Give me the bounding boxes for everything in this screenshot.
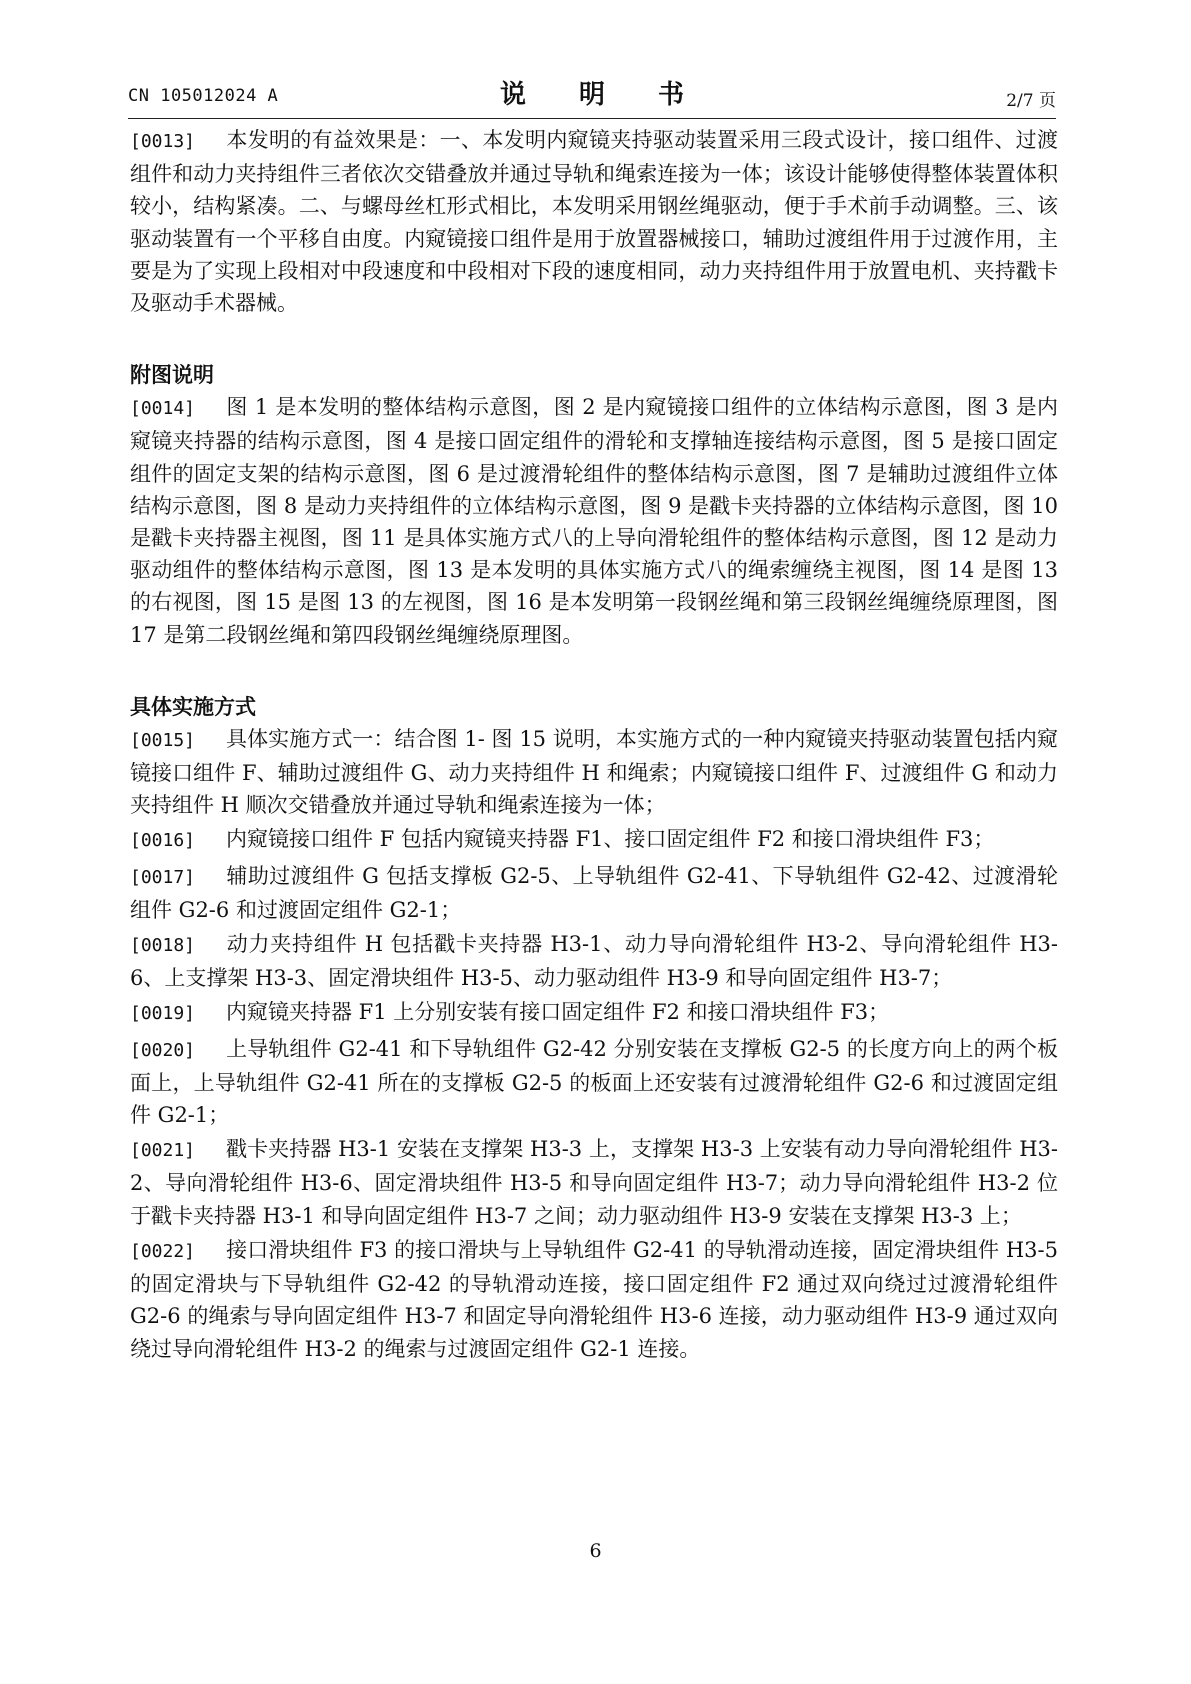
paragraph-text: 接口滑块组件 F3 的接口滑块与上导轨组件 G2-41 的导轨滑动连接，固定滑块组件 H3-5 的固定滑块与下导轨组件 G2-42 的导轨滑动连接，接口固定组件 F2 通过双向绕过过渡滑轮组件 G2-6 的绳索与导向固定组件 H3-7 和固定导向滑轮组件 H3-6 连接，动力驱动组件 H3-9 通过双向绕过导向滑轮组件 H3-2 的绳索与过渡固定组件 G2-1 连接。	[130, 1237, 1058, 1361]
paragraph-text: 动力夹持组件 H 包括戳卡夹持器 H3-1、动力导向滑轮组件 H3-2、导向滑轮组件 H3-6、上支撑架 H3-3、固定滑块组件 H3-5、动力驱动组件 H3-9 和导向固定组件 H3-7；	[130, 932, 1058, 991]
paragraph-number: [0017]	[130, 866, 196, 888]
paragraph-text: 内窥镜接口组件 F 包括内窥镜夹持器 F1、接口固定组件 F2 和接口滑块组件 F3；	[226, 827, 995, 852]
paragraph-number: [0021]	[130, 1140, 196, 1162]
section-title-embodiments: 具体实施方式	[130, 694, 256, 719]
paragraph-text: 戳卡夹持器 H3-1 安装在支撑架 H3-3 上，支撑架 H3-3 上安装有动力导向滑轮组件 H3-2、导向滑轮组件 H3-6、固定滑块组件 H3-5 和导向固定组件 H3-7；动力导向滑轮组件 H3-2 位于戳卡夹持器 H3-1 和导向固定组件 H3-7 之间；动力驱动组件 H3-9 安装在支撑架 H3-3 上；	[130, 1137, 1058, 1228]
paragraph-0016	[130, 823, 1058, 857]
paragraph-number: [0019]	[130, 1003, 196, 1025]
paragraph-text: 内窥镜夹持器 F1 上分别安装有接口固定组件 F2 和接口滑块组件 F3；	[226, 1000, 890, 1025]
paragraph-0019	[130, 996, 1058, 1030]
page-header	[128, 74, 1056, 118]
paragraph-0015	[130, 723, 1058, 822]
paragraph-number: [0022]	[130, 1240, 196, 1262]
paragraph-0021	[130, 1133, 1058, 1232]
section-title-figures: 附图说明	[130, 363, 214, 388]
paragraph-0014	[130, 391, 1058, 651]
paragraph-number: [0014]	[130, 398, 196, 420]
paragraph-text: 本发明的有益效果是：一、本发明内窥镜夹持驱动装置采用三段式设计，接口组件、过渡组件和动力夹持组件三者依次交错叠放并通过导轨和绳索连接为一体；该设计能够使得整体装置体积较小，结构紧凑。二、与螺母丝杠形式相比，本发明采用钢丝绳驱动，便于手术前手动调整。三、该驱动装置有一个平移自由度。内窥镜接口组件是用于放置器械接口，辅助过渡组件用于过渡作用，主要是为了实现上段相对中段速度和中段相对下段的速度相同，动力夹持组件用于放置电机、夹持戳卡及驱动手术器械。	[130, 128, 1058, 316]
paragraph-0020	[130, 1033, 1058, 1132]
paragraph-number: [0020]	[130, 1039, 196, 1061]
paragraph-text: 上导轨组件 G2-41 和下导轨组件 G2-42 分别安装在支撑板 G2-5 的长度方向上的两个板面上，上导轨组件 G2-41 所在的支撑板 G2-5 的板面上还安装有过渡滑轮组件 G2-6 和过渡固定组件 G2-1；	[130, 1036, 1058, 1128]
page-indicator: 2/7 页	[1006, 91, 1056, 111]
document-number: CN 105012024 A	[128, 86, 279, 106]
document-title: 说 明 书	[499, 80, 707, 110]
document-body	[130, 124, 1058, 1365]
paragraph-text: 辅助过渡组件 G 包括支撑板 G2-5、上导轨组件 G2-41、下导轨组件 G2-42、过渡滑轮组件 G2-6 和过渡固定组件 G2-1；	[130, 863, 1058, 922]
paragraph-number: [0018]	[130, 935, 196, 957]
paragraph-0017	[130, 860, 1058, 926]
paragraph-text: 具体实施方式一：结合图 1- 图 15 说明，本实施方式的一种内窥镜夹持驱动装置包括内窥镜接口组件 F、辅助过渡组件 G、动力夹持组件 H 和绳索；内窥镜接口组件 F、过渡组件 G 和动力夹持组件 H 顺次交错叠放并通过导轨和绳索连接为一体；	[130, 726, 1058, 818]
paragraph-number: [0015]	[130, 729, 196, 751]
paragraph-0022	[130, 1234, 1058, 1365]
header-divider	[128, 118, 1056, 119]
paragraph-0018	[130, 928, 1058, 994]
paragraph-number: [0016]	[130, 830, 196, 852]
paragraph-text: 图 1 是本发明的整体结构示意图，图 2 是内窥镜接口组件的立体结构示意图，图 3 是内窥镜夹持器的结构示意图，图 4 是接口固定组件的滑轮和支撑轴连接结构示意图，图 5 是接口固定组件的固定支架的结构示意图，图 6 是过渡滑轮组件的整体结构示意图，图 7 是辅助过渡组件立体结构示意图，图 8 是动力夹持组件的立体结构示意图，图 9 是戳卡夹持器的立体结构示意图，图 10 是戳卡夹持器主视图，图 11 是具体实施方式八的上导向滑轮组件的整体结构示意图，图 12 是动力驱动组件的整体结构示意图，图 13 是本发明的具体实施方式八的绳索缠绕主视图，图 14 是图 13 的右视图，图 15 是图 13 的左视图，图 16 是本发明第一段钢丝绳和第三段钢丝绳缠绕原理图，图 17 是第二段钢丝绳和第四段钢丝绳缠绕原理图。	[130, 395, 1058, 647]
page-number: 6	[589, 1540, 602, 1562]
paragraph-0013	[130, 124, 1058, 319]
paragraph-number: [0013]	[130, 131, 196, 152]
